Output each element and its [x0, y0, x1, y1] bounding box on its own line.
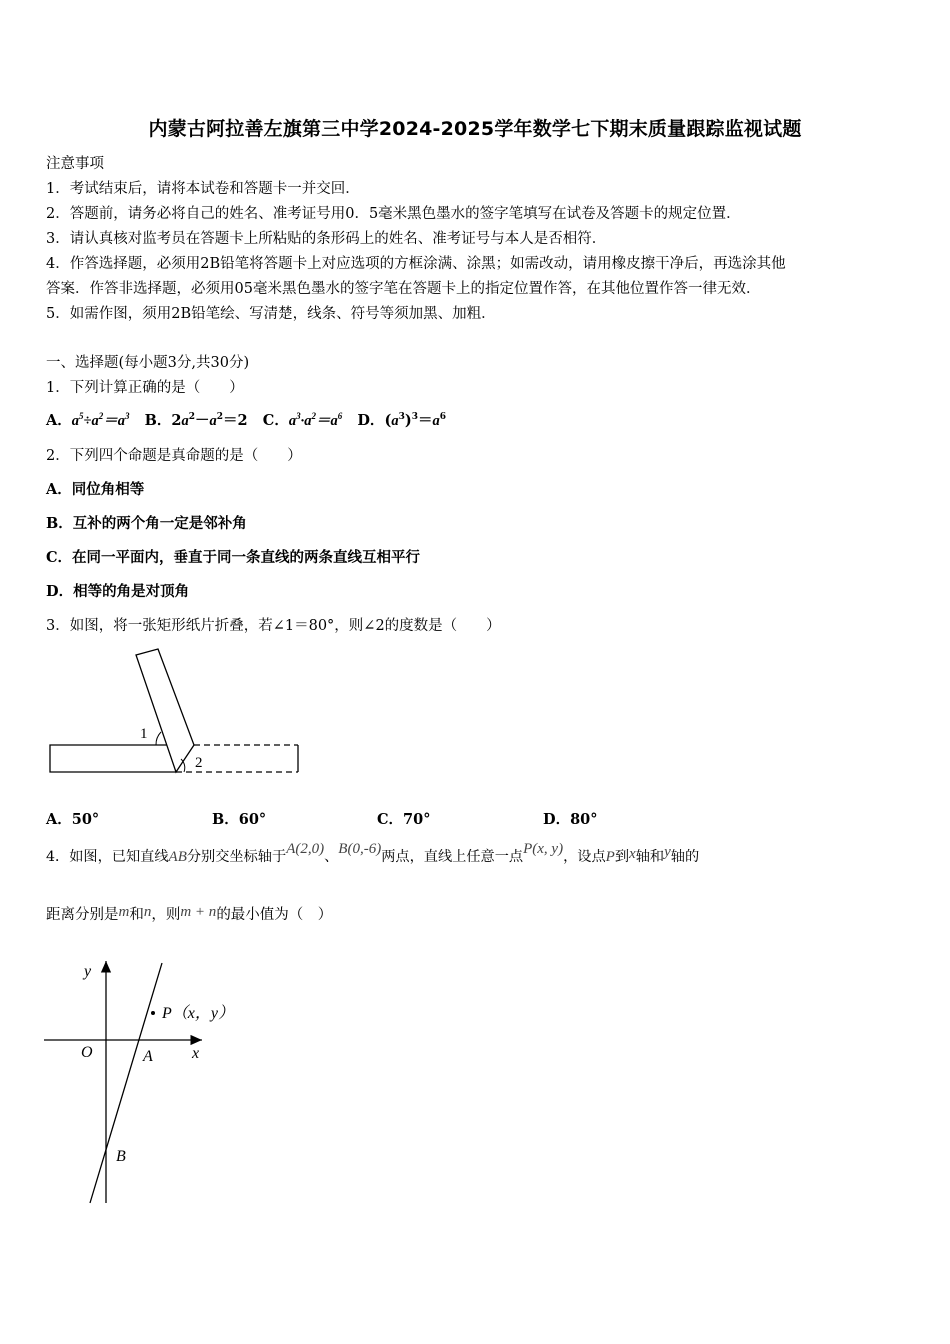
question-1-stem: 1．下列计算正确的是（ ） — [46, 380, 244, 396]
q2-option-c: C．在同一平面内，垂直于同一条直线的两条直线互相平行 — [46, 549, 421, 566]
q3-option-a: A．50° — [46, 811, 100, 828]
q3-option-c: C．70° — [377, 811, 431, 828]
q4-text: 分别交坐标轴于 — [186, 849, 287, 865]
notice-item: 1．考试结束后，请将本试卷和答题卡一并交回． — [46, 181, 360, 197]
q1-option-d-label: D． — [357, 412, 385, 429]
x-axis-label: x — [192, 1045, 200, 1062]
q4-line-ab: AB — [168, 849, 187, 865]
q4-point-a: A(2,0) — [286, 841, 325, 857]
q1-option-b-expr: $2a^2-a^2=2$ — [171, 412, 248, 429]
q4-text: 轴和 — [635, 849, 665, 865]
q4-text: 到 — [614, 849, 630, 865]
page-title: 内蒙古阿拉善左旗第三中学2024-2025学年数学七下期末质量跟踪监视试题 — [148, 118, 802, 140]
q2-option-d: D．相等的角是对顶角 — [46, 583, 190, 600]
angle-2-label: 2 — [195, 755, 203, 771]
q1-option-a-expr: $a^5\div a^2=a^3$ — [71, 411, 130, 429]
q4-coordinate-figure — [40, 955, 260, 1210]
q1-choices — [46, 409, 446, 430]
q4-text: 4．如图，已知直线 — [46, 849, 169, 865]
point-a-label: A — [143, 1048, 153, 1065]
q4-expr-m-plus-n: m + n — [180, 904, 217, 920]
question-3-stem: 3．如图，将一张矩形纸片折叠，若∠1＝80°，则∠2的度数是（ ） — [46, 618, 501, 634]
question-4-stem-line2 — [46, 903, 332, 924]
q4-text: 和 — [129, 907, 144, 923]
strip-solid-edge — [50, 745, 176, 772]
q4-var-p: P — [605, 849, 615, 865]
notice-item: 2．答题前，请务必将自己的姓名、准考证号用0．5毫米黑色墨水的签字笔填写在试卷及答题卡的规定位置． — [46, 206, 741, 222]
q4-var-m: m — [118, 904, 130, 920]
q3-fold-figure — [44, 645, 306, 780]
q1-option-b-label: B． — [144, 412, 172, 429]
q1-option-c-label: C． — [262, 412, 289, 429]
q4-var-y: y — [664, 844, 671, 860]
angle-1-arc — [156, 732, 161, 745]
q2-option-b: B．互补的两个角一定是邻补角 — [46, 515, 247, 532]
angle-1-label: 1 — [140, 726, 148, 742]
point-p-label: P（x，y） — [162, 1005, 234, 1022]
q4-text: 两点，直线上任意一点 — [381, 849, 524, 865]
q3-option-d: D．80° — [543, 811, 598, 828]
section-heading: 一、选择题(每小题3分,共30分) — [46, 355, 250, 371]
y-axis-label: y — [84, 963, 92, 980]
q4-text: 轴的 — [670, 849, 700, 865]
q4-text: 、 — [324, 849, 339, 865]
notice-item: 5．如需作图，须用2B铅笔绘、写清楚，线条、符号等须加黑、加粗． — [46, 306, 496, 322]
notice-heading: 注意事项 — [46, 156, 104, 172]
q4-var-n: n — [143, 904, 152, 920]
notice-item: 答案．作答非选择题，必须用05毫米黑色墨水的签字笔在答题卡上的指定位置作答，在其他位置作答一律无效． — [46, 281, 761, 297]
q4-point-b: B(0,-6) — [338, 841, 382, 857]
q1-option-d-expr: $(a^3)^3=a^6$ — [384, 412, 446, 429]
notice-item: 3．请认真核对监考员在答题卡上所粘贴的条形码上的姓名、准考证号与本人是否相符． — [46, 231, 607, 247]
question-4-stem — [46, 841, 700, 866]
q1-option-c-expr: $a^3\cdot a^2=a^6$ — [288, 411, 343, 429]
point-b-label: B — [116, 1148, 126, 1165]
q1-option-a-label: A． — [46, 412, 72, 429]
question-2-stem: 2．下列四个命题是真命题的是（ ） — [46, 448, 302, 464]
notice-item: 4．作答选择题，必须用2B铅笔将答题卡上对应选项的方框涂满、涂黑；如需改动，请用橡皮擦干净后，再选涂其他 — [46, 256, 786, 272]
q3-option-b: B．60° — [212, 811, 267, 828]
q2-option-a: A．同位角相等 — [46, 481, 145, 498]
point-p-dot — [151, 1011, 155, 1015]
line-ab — [90, 963, 162, 1203]
q4-text: ，设点 — [563, 849, 606, 865]
q4-text: 的最小值为（ ） — [216, 907, 333, 923]
folded-flap — [136, 649, 194, 772]
q4-text: ，则 — [151, 907, 181, 923]
q4-text: 距离分别是 — [46, 907, 119, 923]
origin-label: O — [81, 1044, 93, 1061]
q4-point-p: P(x, y) — [523, 841, 564, 857]
q4-var-x: x — [629, 846, 636, 862]
